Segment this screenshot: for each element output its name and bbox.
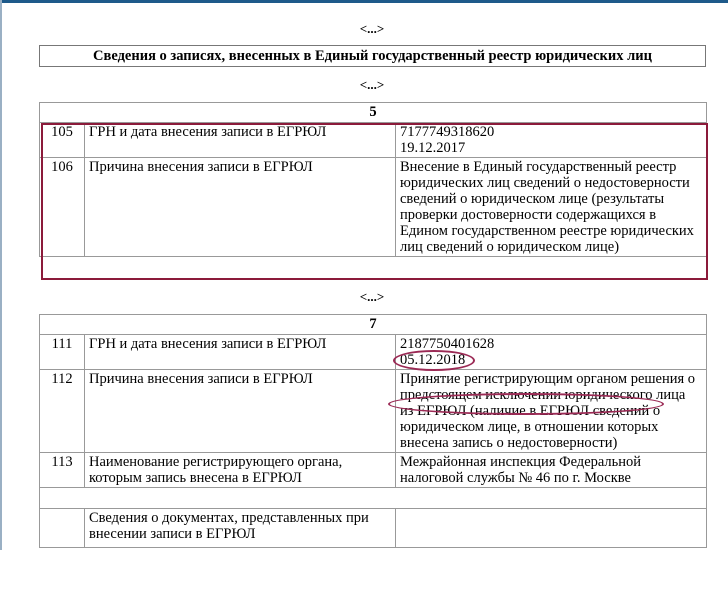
- row-number: 113: [40, 453, 85, 488]
- ellipsis-marker-1: <...>: [359, 21, 385, 36]
- row-label: Причина внесения записи в ЕГРЮЛ: [85, 158, 396, 257]
- ellipsis-marker-3: <...>: [359, 289, 385, 304]
- row-value: [396, 335, 707, 370]
- records-table-5: [39, 102, 707, 257]
- row-number: 105: [40, 123, 85, 158]
- date-value: 05.12.2018: [400, 352, 466, 368]
- window-left-border: [0, 0, 2, 550]
- row-label: ГРН и дата внесения записи в ЕГРЮЛ: [85, 123, 396, 158]
- grn-value: 2187750401628: [400, 336, 495, 352]
- row-number: 106: [40, 158, 85, 257]
- row-label: Наименование регистрирующего органа, которым запись внесена в ЕГРЮЛ: [85, 453, 396, 488]
- records-table-7: [39, 314, 707, 548]
- window-top-border: [0, 0, 728, 3]
- empty-row: [40, 488, 707, 509]
- row-label: Сведения о документах, представленных при внесении записи в ЕГРЮЛ: [85, 509, 396, 548]
- table-row: [40, 335, 707, 370]
- row-number: 111: [40, 335, 85, 370]
- date-value: 19.12.2017: [400, 140, 466, 156]
- table-row: [40, 123, 707, 158]
- row-value: Принятие регистрирующим органом решения о предстоящем исключении юридического лица из ЕГРЮЛ (наличие в ЕГРЮЛ сведений о юридическом лице, в отношении которых внесена запись о недостоверности): [396, 370, 707, 453]
- row-label: ГРН и дата внесения записи в ЕГРЮЛ: [85, 335, 396, 370]
- row-value: [396, 123, 707, 158]
- table-row: [40, 158, 707, 257]
- row-number: 112: [40, 370, 85, 453]
- grn-value: 7177749318620: [400, 124, 495, 140]
- table-row: [40, 370, 707, 453]
- row-value: Внесение в Единый государственный реестр юридических лиц сведений о недостоверности сведений о юридическом лице (результаты проверки достоверности содержащихся в Едином государственном реестре юридических лиц сведений о юридическом лице): [396, 158, 707, 257]
- table-row: [40, 509, 707, 548]
- row-value: Межрайонная инспекция Федеральной налоговой службы № 46 по г. Москве: [396, 453, 707, 488]
- table-row-empty: [40, 488, 707, 509]
- section-number: 5: [40, 103, 707, 123]
- row-number: [40, 509, 85, 548]
- section-title: Сведения о записях, внесенных в Единый государственный реестр юридических лиц: [39, 45, 706, 67]
- row-label: Причина внесения записи в ЕГРЮЛ: [85, 370, 396, 453]
- ellipsis-marker-2: <...>: [359, 77, 385, 92]
- row-value: [396, 509, 707, 548]
- section-number: 7: [40, 315, 707, 335]
- table-row: [40, 453, 707, 488]
